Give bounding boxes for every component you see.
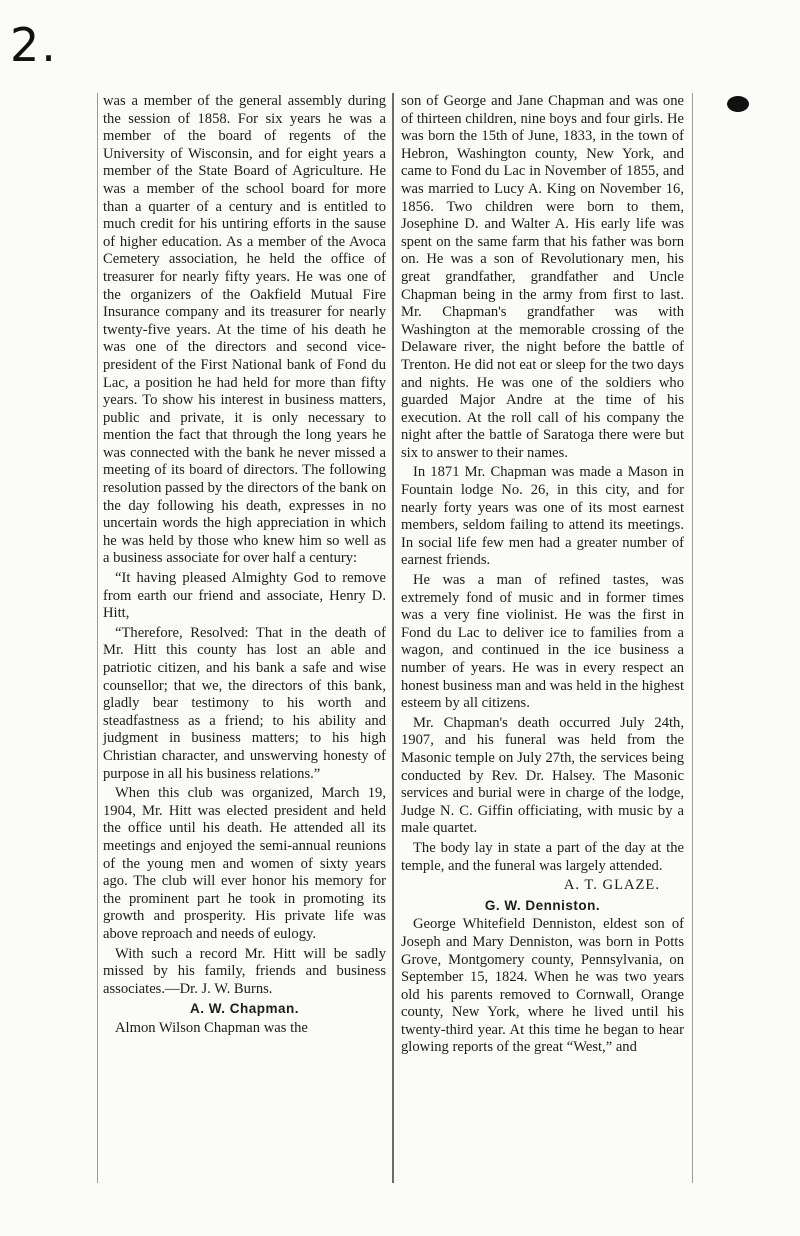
section-heading: A. W. Chapman. [189, 1001, 299, 1017]
section-heading: G. W. Denniston. [484, 897, 601, 913]
paragraph: In 1871 Mr. Chapman was made a Mason in Fountain lodge No. 26, in this city, and for nearly forty years was one of its most earnest members, seldom failing to attend its meetings. In social life few men had a greater number of earnest friends. [401, 464, 684, 569]
paragraph: With such a record Mr. Hitt will be sadly missed by his family, friends and business associates.—Dr. J. W. Burns. [103, 945, 386, 997]
paragraph: He was a man of refined tastes, was extremely fond of music and in former times was a very fine violinist. He was the first in Fond du Lac to deliver ice to families from a wagon, and continued in the ice business a number of years. He was in every respect an honest business man and was held in the highest esteem by all citizens. [401, 572, 684, 712]
paragraph: George Whitefield Denniston, eldest son of Joseph and Mary Denniston, was born in Potts Grove, Montgomery county, Pennsylvania, on September 15, 1824. When he was two years old his parents removed to Cornwall, Orange county, New York, where he lived until his twenty-third year. At this time he began to hear glowing reports of the great “West,” and [401, 916, 684, 1056]
ink-blot-mark [727, 96, 749, 112]
paragraph: Mr. Chapman's death occurred July 24th, 1907, and his funeral was held from the Masonic temple on July 27th, the services being conducted by Rev. Dr. Halsey. The Masonic services and burial were in charge of the lodge, Judge N. C. Giffin officiating, with music by a male quartet. [401, 714, 684, 837]
left-column-rule [97, 93, 98, 1183]
paragraph: “Therefore, Resolved: That in the death of Mr. Hitt this county has lost an able and patriotic citizen, and his bank a safe and wise counsellor; that we, the directors of this bank, gladly bear testimony to his worth and steadfastness as a friend; to his ability and judgment in business matters; to his high Christian character, and unswerving honesty of purpose in all his business relations.” [103, 624, 386, 782]
right-column-rule [692, 93, 693, 1183]
page-number: 2. [10, 18, 58, 72]
paragraph: Almon Wilson Chapman was the [115, 1019, 308, 1036]
paragraph: “It having pleased Almighty God to remove from earth our friend and associate, Henry D. Hitt, [103, 570, 386, 622]
paragraph: was a member of the general assembly during the session of 1858. For six years he was a member of the board of regents of the University of Wisconsin, and for eight years a member of the State Board of Agriculture. He was a member of the school board for more than a quarter of a century and is entitled to much credit for his untiring efforts in the sause of higher education. As a member of the Avoca Cemetery association, he held the office of treasurer for nearly fifty years. He was one of the organizers of the Oakfield Mutual Fire Insurance company and its treasurer for nearly twenty-five years. At the time of his death he was one of the directors and second vice-president of the First National bank of Fond du Lac, a position he had held for more than fifty years. To show his interest in business matters, public and private, it is only necessary to mention the fact that through the long years he was connected with the bank he never missed a meeting of its board of directors. The following resolution passed by the directors of the bank on the day following his death, expresses in no uncertain words the high appreciation in which he was held by those who knew him so well as a business associate for over half a century: [103, 93, 386, 567]
author-signature: A. T. GLAZE. [563, 877, 660, 894]
paragraph: The body lay in state a part of the day at the temple, and the funeral was largely attended. [401, 839, 684, 874]
paragraph: son of George and Jane Chapman and was one of thirteen children, nine boys and four girls. He was born the 15th of June, 1833, in the town of Hebron, Washington county, New York, and came to Fond du Lac in November of 1855, and was married to Lucy A. King on November 16, 1856. Two children were born to them, Josephine D. and Walter A. His early life was spent on the same farm that his father was born on. He was a son of Revolutionary men, his great grandfather, grandfather and Uncle Chapman being in the army from first to last. Mr. Chapman's grandfather was with Washington at the memorable crossing of the Delaware river, the night before the battle of Trenton. He did not eat or sleep for the two days and nights. He was one of the soldiers who guarded Major Andre at the time of his execution. At the roll call of his company the night after the battle of Saratoga there were but six to answer to their names. [401, 93, 684, 461]
left-column [103, 93, 386, 1039]
right-column [401, 93, 684, 1059]
column-divider [392, 93, 394, 1183]
paragraph: When this club was organized, March 19, 1904, Mr. Hitt was elected president and held the office until his death. He attended all its meetings and enjoyed the semi-annual reunions of the young men and women of sixty years ago. The club will ever honor his memory for the prominent part he took in promoting its growth and prosperity. His private life was above reproach and needs of eulogy. [103, 785, 386, 942]
